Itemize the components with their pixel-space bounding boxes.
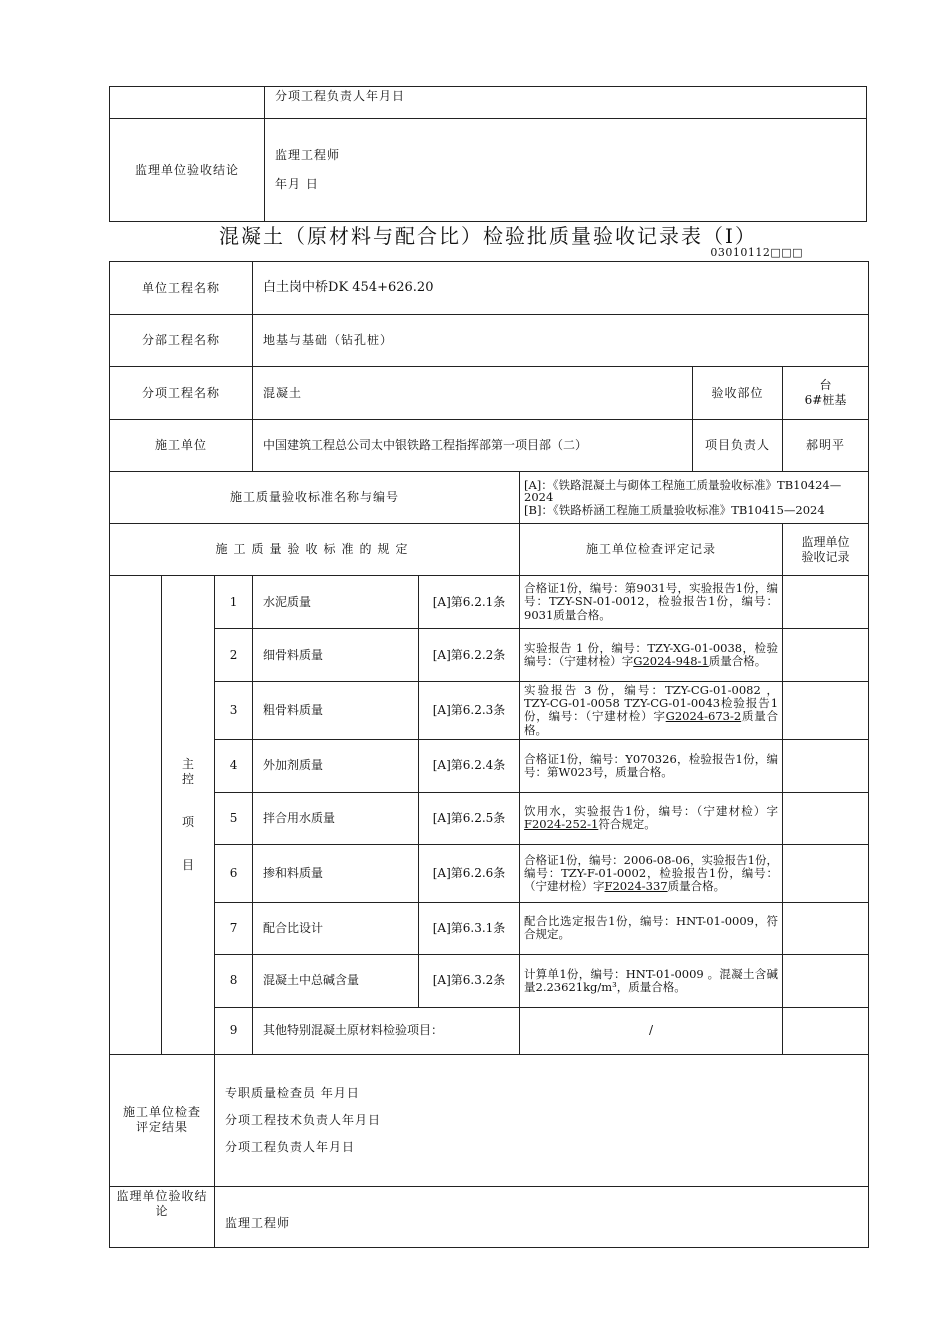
- top-supervisor-cell: [265, 119, 867, 222]
- item-name: 掺和料质量: [253, 844, 419, 902]
- supervisor-record-header: [783, 524, 869, 576]
- item-name: 拌合用水质量: [253, 792, 419, 844]
- item-record-underlined: F2024-337: [604, 878, 668, 893]
- item-record-text: 配合比选定报告1份，编号：HNT-01-0009，符合规定。: [524, 914, 779, 942]
- supervisor-engineer-line: 监理工程师: [215, 1186, 869, 1247]
- item-record: [520, 954, 783, 1007]
- item-name: 配合比设计: [253, 902, 419, 954]
- table-row: [110, 954, 869, 1007]
- main-item-char-4: 目: [181, 857, 194, 872]
- item-record-text: 饮用水，实验报告1份，编号：（宁建材检）字: [524, 804, 779, 819]
- table-row: [110, 792, 869, 844]
- technical-lead-line: 分项工程技术负责人年月日: [225, 1112, 382, 1127]
- unit-project-label: 单位工程名称: [110, 262, 253, 315]
- contractor-eval-cell: [215, 1054, 869, 1186]
- contractor-label: 施工单位: [110, 420, 253, 472]
- item-supervisor-record: [783, 792, 869, 844]
- item-record-text: 实验报告 3 份，编号：TZY-CG-01-0082 ， TZY-CG-01-0058 TZY-CG-01-0043检验报告1份，编号：（宁建材检）字: [524, 683, 779, 724]
- top-supervisor-date: 年月 日: [275, 177, 319, 191]
- inspection-table: [109, 261, 869, 1248]
- item-clause: [A]第6.2.3条: [419, 682, 520, 740]
- supervisor-header-line1: 监理单位: [801, 534, 850, 549]
- item-record-text: 实验报告 1 份，编号：TZY-XG-01-0038，检验编号：（宁建材检）字: [524, 640, 779, 668]
- item-record: [520, 682, 783, 740]
- table-row: [110, 576, 869, 629]
- location-value-line2: 6#桩基: [804, 393, 847, 407]
- main-item-char-2: 控: [181, 771, 194, 786]
- project-lead-line: 分项工程负责人年月日: [225, 1139, 356, 1154]
- manager-value: 郝明平: [783, 420, 869, 472]
- location-value-cell: [783, 367, 869, 420]
- item-record-tail: 质量合格。: [524, 709, 779, 737]
- manager-label: 项目负责人: [693, 420, 783, 472]
- item-record: [520, 902, 783, 954]
- item-clause: [A]第6.2.4条: [419, 739, 520, 792]
- location-label: 验收部位: [693, 367, 783, 420]
- item-clause: [A]第6.2.1条: [419, 576, 520, 629]
- item-clause: [A]第6.2.5条: [419, 792, 520, 844]
- item-clause: [A]第6.3.1条: [419, 902, 520, 954]
- contractor-eval-label-1: 施工单位检查: [122, 1105, 201, 1120]
- top-empty-cell: [110, 87, 265, 119]
- item-name: 粗骨料质量: [253, 682, 419, 740]
- item-supervisor-record: [783, 954, 869, 1007]
- item-no: 4: [215, 739, 253, 792]
- standard-value-cell: [520, 472, 869, 524]
- division-value: 地基与基础（钻孔桩）: [253, 315, 869, 367]
- item-name: 细骨料质量: [253, 629, 419, 682]
- table-row: [110, 682, 869, 740]
- item-record: [520, 629, 783, 682]
- item-clause: [A]第6.2.6条: [419, 844, 520, 902]
- item-supervisor-record: [783, 844, 869, 902]
- supervisor-header-line2: 验收记录: [801, 549, 850, 564]
- standard-line2: [B]：《铁路桥涵工程施工质量验收标准》TB10415—2024: [524, 502, 825, 517]
- location-value-line1: 台: [819, 378, 832, 392]
- contractor-eval-label: [110, 1054, 215, 1186]
- item-record: [520, 739, 783, 792]
- main-item-char-1: 主: [181, 756, 194, 771]
- top-supervisor-engineer: 监理工程师: [275, 148, 341, 162]
- table-row: [110, 1007, 869, 1054]
- item-supervisor-record: [783, 576, 869, 629]
- item-no: 2: [215, 629, 253, 682]
- item-record-tail: 符合规定。: [598, 817, 656, 832]
- item-no: 1: [215, 576, 253, 629]
- item-record-tail: 质量合格。: [667, 878, 726, 893]
- standard-label: 施工质量验收标准名称与编号: [110, 472, 520, 524]
- subdivision-value: 混凝土: [253, 367, 693, 420]
- item-record-underlined: G2024-673-2: [665, 709, 742, 724]
- item-supervisor-record: [783, 739, 869, 792]
- item-record-underlined: G2024-948-1: [633, 654, 709, 668]
- item-name: 混凝土中总碱含量: [253, 954, 419, 1007]
- item-clause: [A]第6.3.2条: [419, 954, 520, 1007]
- item-record-underlined: F2024-252-1: [524, 817, 599, 832]
- table-row: [110, 902, 869, 954]
- main-item-side-cell: [110, 576, 162, 1055]
- table-row: [110, 739, 869, 792]
- item-no: 6: [215, 844, 253, 902]
- unit-project-value: 白土岗中桥DK 454+626.20: [253, 262, 869, 315]
- top-fragment-table: [109, 86, 867, 222]
- item-no: 3: [215, 682, 253, 740]
- spec-header: 施工质量验收标准的规定: [110, 524, 520, 576]
- item-record-tail: 质量合格。: [708, 654, 767, 668]
- item-no: 9: [215, 1007, 253, 1054]
- item-supervisor-record: [783, 682, 869, 740]
- item-no: 5: [215, 792, 253, 844]
- form-title: 混凝土（原材料与配合比）检验批质量验收记录表（Ⅰ）: [219, 224, 757, 248]
- item-name: 其他特别混凝土原材料检验项目：: [253, 1007, 520, 1054]
- item-record: [520, 576, 783, 629]
- top-row1-text: 分项工程负责人年月日: [265, 87, 867, 119]
- subdivision-label: 分项工程名称: [110, 367, 253, 420]
- contractor-record-header: 施工单位检查评定记录: [520, 524, 783, 576]
- item-no: 8: [215, 954, 253, 1007]
- main-item-label-cell: [162, 576, 215, 1055]
- item-supervisor-record: [783, 902, 869, 954]
- division-label: 分部工程名称: [110, 315, 253, 367]
- quality-inspector-line: 专职质量检查员 年月日: [225, 1085, 360, 1100]
- contractor-value: 中国建筑工程总公司太中银铁路工程指挥部第一项目部（二）: [253, 420, 693, 472]
- table-row: [110, 844, 869, 902]
- item-clause: [A]第6.2.2条: [419, 629, 520, 682]
- item-record: [520, 792, 783, 844]
- supervisor-conclusion-label: 监理单位验收结论: [110, 1186, 215, 1247]
- item-record-text: 合格证1份，编号：第9031号，实验报告1份，编号：TZY-SN-01-0012，检验报告1份，编号：9031质量合格。: [524, 581, 779, 622]
- table-row: [110, 629, 869, 682]
- item-no: 7: [215, 902, 253, 954]
- item-name: 外加剂质量: [253, 739, 419, 792]
- item-record-text: 合格证1份，编号：2006-08-06，实验报告1份，编号：TZY-F-01-0002，检验报告1份，编号：（宁建材检）字: [524, 852, 779, 893]
- form-code: 03010112□□□: [710, 246, 803, 259]
- top-supervisor-label: 监理单位验收结论: [110, 119, 265, 222]
- main-item-char-3: 项: [181, 814, 194, 829]
- item-record: /: [520, 1007, 783, 1054]
- item-supervisor-record: [783, 1007, 869, 1054]
- standard-line1: [A]：《铁路混凝土与砌体工程施工质量验收标准》TB10424—2024: [524, 477, 842, 505]
- item-record-text: 计算单1份，编号：HNT-01-0009 。混凝土含碱量2.23621kg/m³，质量合格。: [524, 966, 779, 994]
- item-name: 水泥质量: [253, 576, 419, 629]
- item-record-text: 合格证1份，编号：Y070326，检验报告1份，编号：第W023号，质量合格。: [524, 751, 779, 779]
- contractor-eval-label-2: 评定结果: [135, 1120, 188, 1135]
- item-supervisor-record: [783, 629, 869, 682]
- item-record: [520, 844, 783, 902]
